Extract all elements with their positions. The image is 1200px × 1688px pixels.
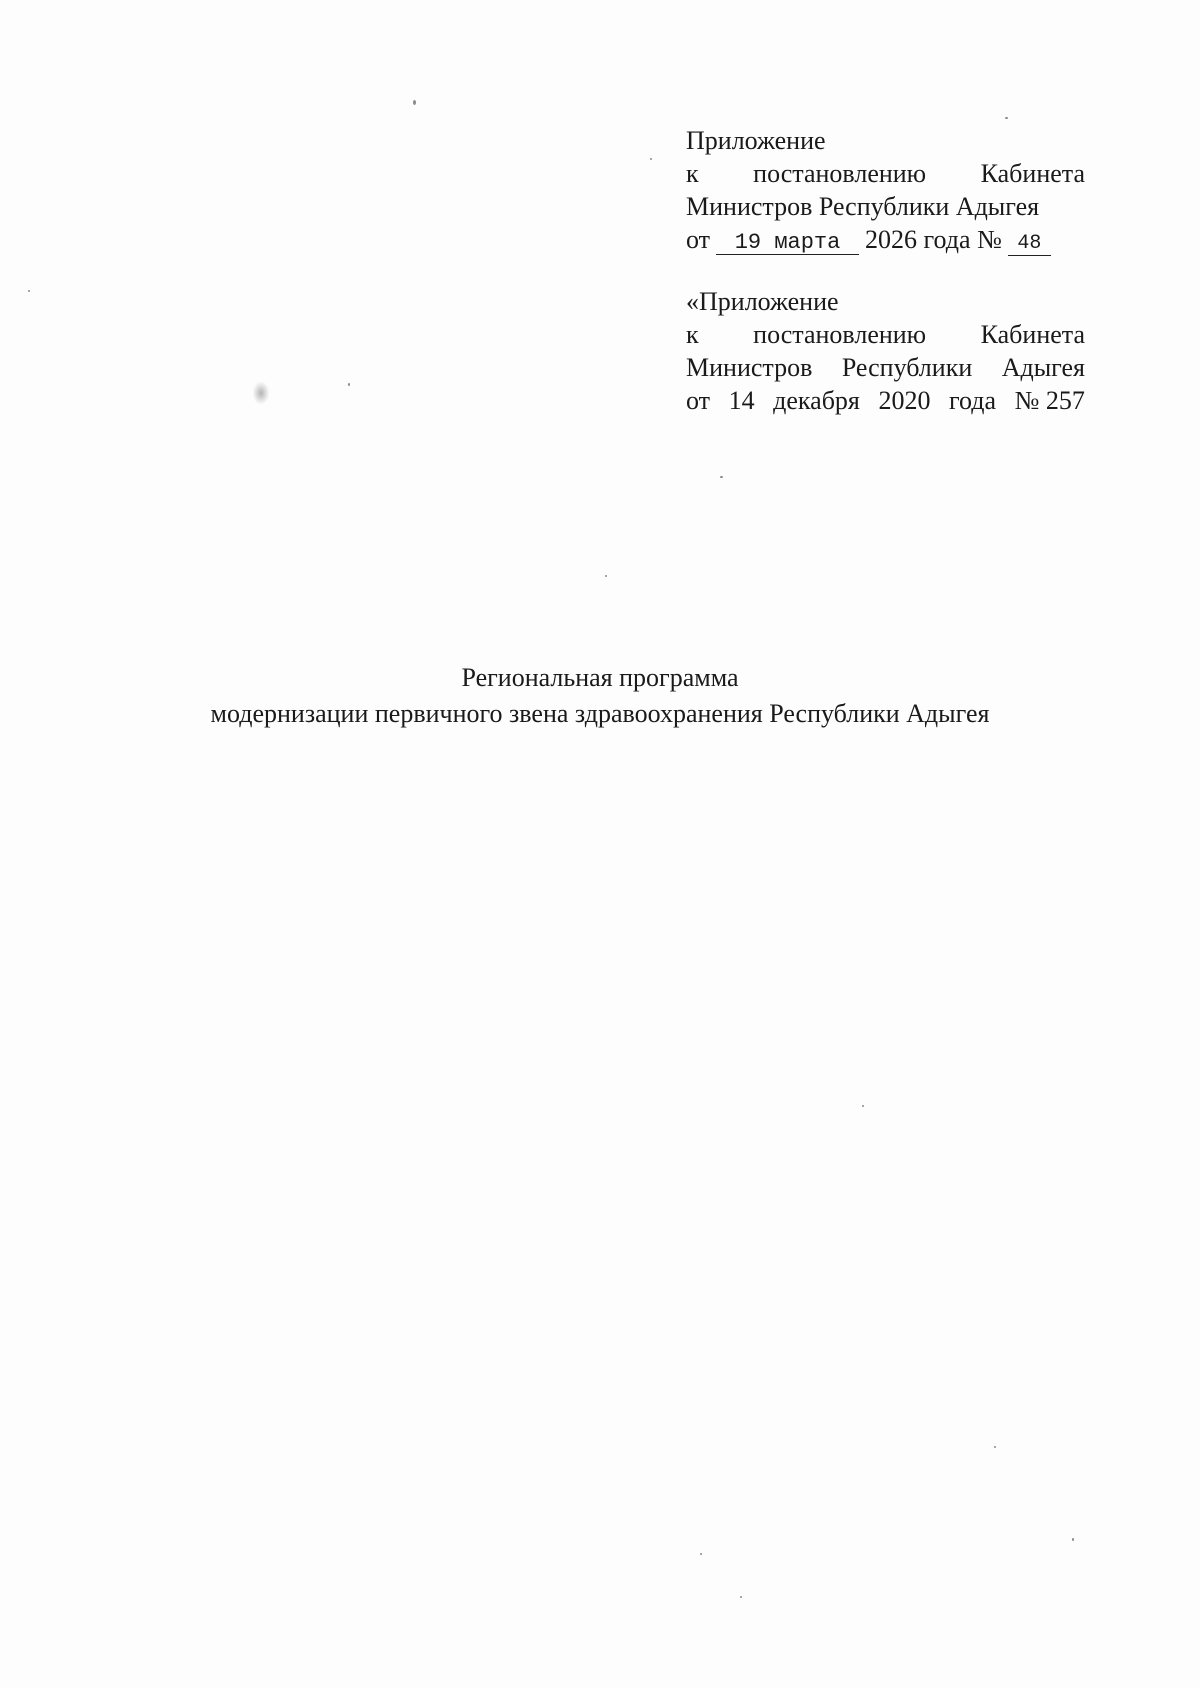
annex-date-line xyxy=(686,223,1085,256)
annex-date-line xyxy=(686,384,1085,417)
date-year: 2026 года № xyxy=(865,225,1002,254)
scan-speck xyxy=(994,1446,996,1448)
annex-header-new xyxy=(686,124,1085,256)
scan-speck xyxy=(348,383,350,386)
scan-speck xyxy=(605,575,607,577)
annex-authority-line xyxy=(686,351,1085,384)
document-title-line1: Региональная программа xyxy=(461,663,739,692)
scan-speck xyxy=(28,290,30,292)
annex-word: Кабинета xyxy=(980,320,1085,349)
annex-word: декабря xyxy=(773,386,860,415)
scan-speck xyxy=(862,1105,864,1107)
annex-word: Кабинета xyxy=(980,159,1085,188)
annex-word: постановлению xyxy=(753,320,927,349)
scan-smudge xyxy=(253,382,269,404)
document-title-line2: модернизации первичного звена здравоохранения Республики Адыгея xyxy=(210,699,990,728)
annex-word: к xyxy=(686,159,699,188)
scan-speck xyxy=(1005,117,1008,119)
scan-speck xyxy=(650,158,652,160)
scan-speck xyxy=(740,1596,742,1598)
scan-speck xyxy=(720,476,723,478)
handwritten-date: 19 марта xyxy=(716,232,859,255)
annex-word: Адыгея xyxy=(1001,353,1085,382)
annex-word: 2020 xyxy=(878,386,931,415)
date-prefix: от xyxy=(686,225,711,254)
annex-word: № 257 xyxy=(1014,386,1085,415)
annex-word: Министров xyxy=(686,353,813,382)
scan-speck xyxy=(1072,1538,1074,1541)
annex-word: к xyxy=(686,320,699,349)
scan-speck xyxy=(700,1553,702,1555)
annex-title: Приложение xyxy=(686,126,826,155)
annex-word: постановлению xyxy=(753,159,927,188)
annex-word: 14 xyxy=(728,386,755,415)
handwritten-number: 48 xyxy=(1008,233,1051,256)
annex-reference-line xyxy=(686,318,1085,351)
scan-speck xyxy=(413,100,416,105)
annex-header-old xyxy=(686,285,1085,417)
annex-reference-line xyxy=(686,157,1085,190)
annex-word: года xyxy=(949,386,997,415)
annex-authority-line: Министров Республики Адыгея xyxy=(686,192,1040,221)
annex-word: от xyxy=(686,386,711,415)
annex-title: «Приложение xyxy=(686,287,839,316)
document-title xyxy=(0,660,1200,732)
annex-word: Республики xyxy=(841,353,973,382)
